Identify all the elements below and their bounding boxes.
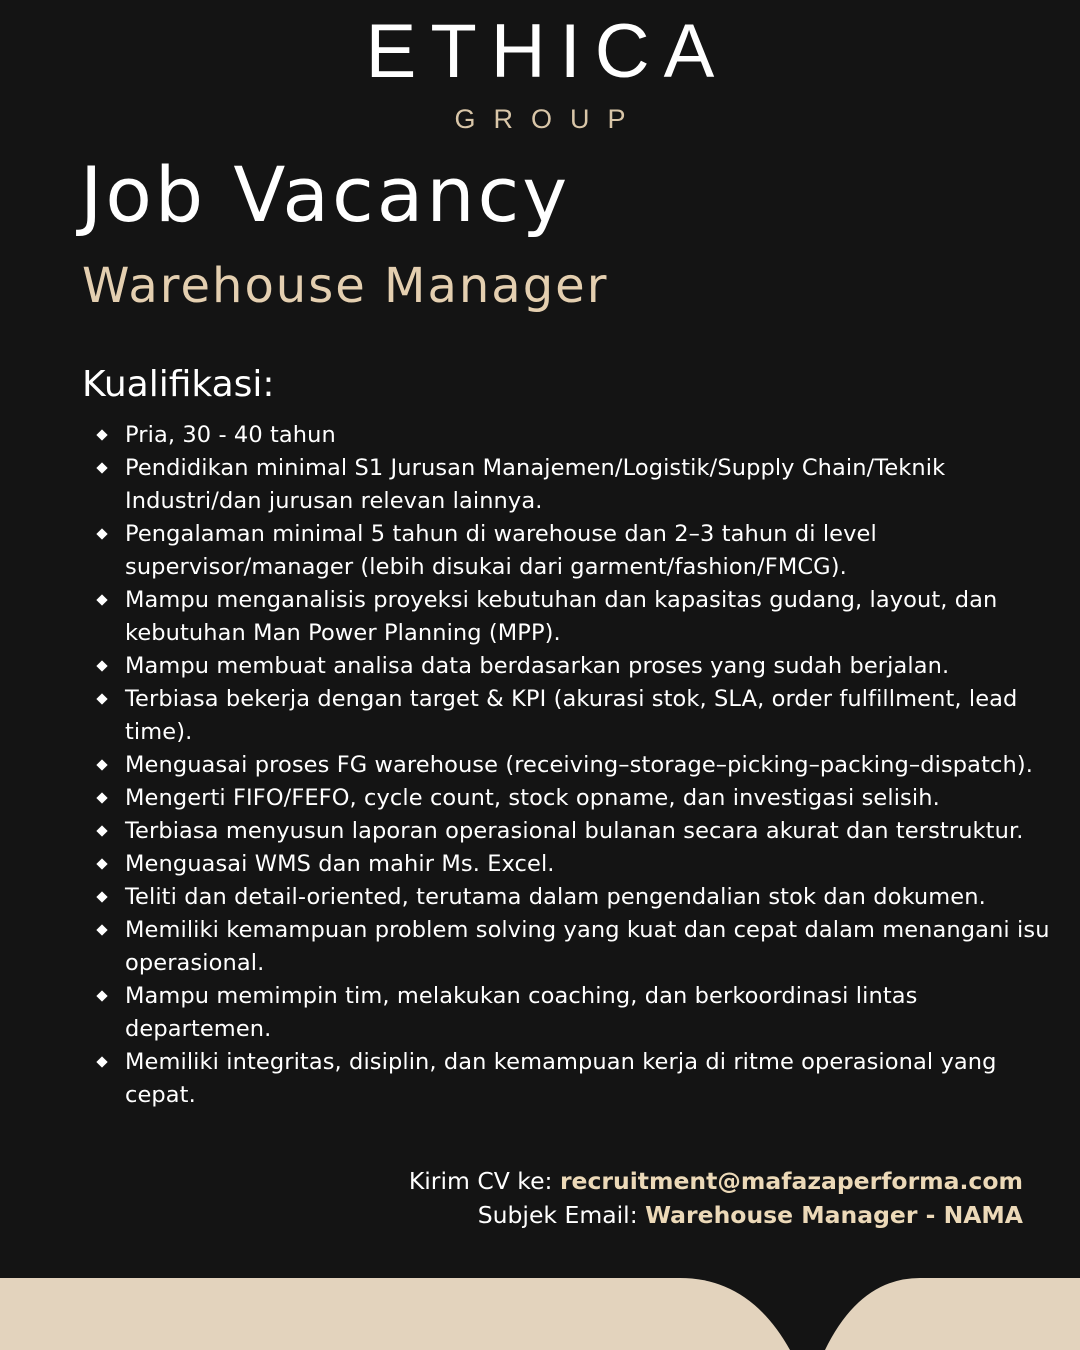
diamond-bullet-icon: [96, 990, 107, 1001]
list-item: [92, 683, 1057, 749]
qualification-text: Teliti dan detail-oriented, terutama dalam pengendalian stok dan dokumen.: [125, 884, 986, 910]
qualification-text: Mampu membuat analisa data berdasarkan proses yang sudah berjalan.: [125, 653, 950, 679]
footer-right-shape: [825, 1278, 1080, 1350]
diamond-bullet-icon: [96, 660, 107, 671]
list-item: [92, 650, 1057, 683]
list-item: [92, 815, 1057, 848]
cv-line: [409, 1164, 1023, 1198]
diamond-bullet-icon: [96, 891, 107, 902]
page-title: Job Vacancy: [80, 150, 571, 239]
list-item: [92, 749, 1057, 782]
ethica-group-logo: [0, 9, 1080, 134]
list-item: [92, 848, 1057, 881]
qualification-text: Menguasai WMS dan mahir Ms. Excel.: [125, 851, 555, 877]
qualification-text: Mampu menganalisis proyeksi kebutuhan dan kapasitas gudang, layout, dan kebutuhan Man Power Planning (MPP).: [125, 587, 998, 646]
diamond-bullet-icon: [96, 693, 107, 704]
qualifications-list: [92, 419, 1057, 1112]
qualification-text: Pengalaman minimal 5 tahun di warehouse dan 2–3 tahun di level supervisor/manager (lebih disukai dari garment/fashion/FMCG).: [125, 521, 877, 580]
diamond-bullet-icon: [96, 528, 107, 539]
logo-main-text: ETHICA: [365, 9, 729, 94]
qualification-text: Menguasai proses FG warehouse (receiving–storage–picking–packing–dispatch).: [125, 752, 1033, 778]
footer-left-shape: [0, 1278, 790, 1350]
subject-line: [409, 1198, 1023, 1232]
diamond-bullet-icon: [96, 792, 107, 803]
logo-sub-text: GROUP: [454, 104, 644, 134]
list-item: [92, 584, 1057, 650]
diamond-bullet-icon: [96, 825, 107, 836]
qualification-text: Terbiasa bekerja dengan target & KPI (akurasi stok, SLA, order fulfillment, lead time).: [125, 686, 1018, 745]
diamond-bullet-icon: [96, 759, 107, 770]
qualification-text: Memiliki integritas, disiplin, dan kemampuan kerja di ritme operasional yang cepat.: [125, 1049, 997, 1108]
subject-value: Warehouse Manager - NAMA: [645, 1201, 1023, 1229]
qualification-text: Pendidikan minimal S1 Jurusan Manajemen/Logistik/Supply Chain/Teknik Industri/dan jurusan relevan lainnya.: [125, 455, 946, 514]
email-link[interactable]: recruitment@mafazaperforma.com: [559, 1167, 1023, 1195]
list-item: [92, 881, 1057, 914]
position-title: Warehouse Manager: [82, 258, 609, 314]
subject-label: Subjek Email:: [477, 1201, 646, 1229]
diamond-bullet-icon: [96, 429, 107, 440]
list-item: [92, 419, 1057, 452]
list-item: [92, 914, 1057, 980]
diamond-bullet-icon: [96, 924, 107, 935]
list-item: [92, 1046, 1057, 1112]
qualifications-heading: Kualifikasi:: [82, 364, 275, 405]
list-item: [92, 452, 1057, 518]
diamond-bullet-icon: [96, 594, 107, 605]
qualification-text: Terbiasa menyusun laporan operasional bulanan secara akurat dan terstruktur.: [125, 818, 1024, 844]
footer-decoration: [0, 1278, 1080, 1350]
diamond-bullet-icon: [96, 1056, 107, 1067]
list-item: [92, 980, 1057, 1046]
list-item: [92, 518, 1057, 584]
qualification-text: Mengerti FIFO/FEFO, cycle count, stock opname, dan investigasi selisih.: [125, 785, 940, 811]
qualification-text: Pria, 30 - 40 tahun: [125, 422, 336, 448]
contact-info: [409, 1164, 1023, 1232]
qualification-text: Mampu memimpin tim, melakukan coaching, dan berkoordinasi lintas departemen.: [125, 983, 918, 1042]
diamond-bullet-icon: [96, 462, 107, 473]
list-item: [92, 782, 1057, 815]
diamond-bullet-icon: [96, 858, 107, 869]
qualification-text: Memiliki kemampuan problem solving yang kuat dan cepat dalam menangani isu operasional.: [125, 917, 1050, 976]
cv-label: Kirim CV ke:: [408, 1167, 560, 1195]
